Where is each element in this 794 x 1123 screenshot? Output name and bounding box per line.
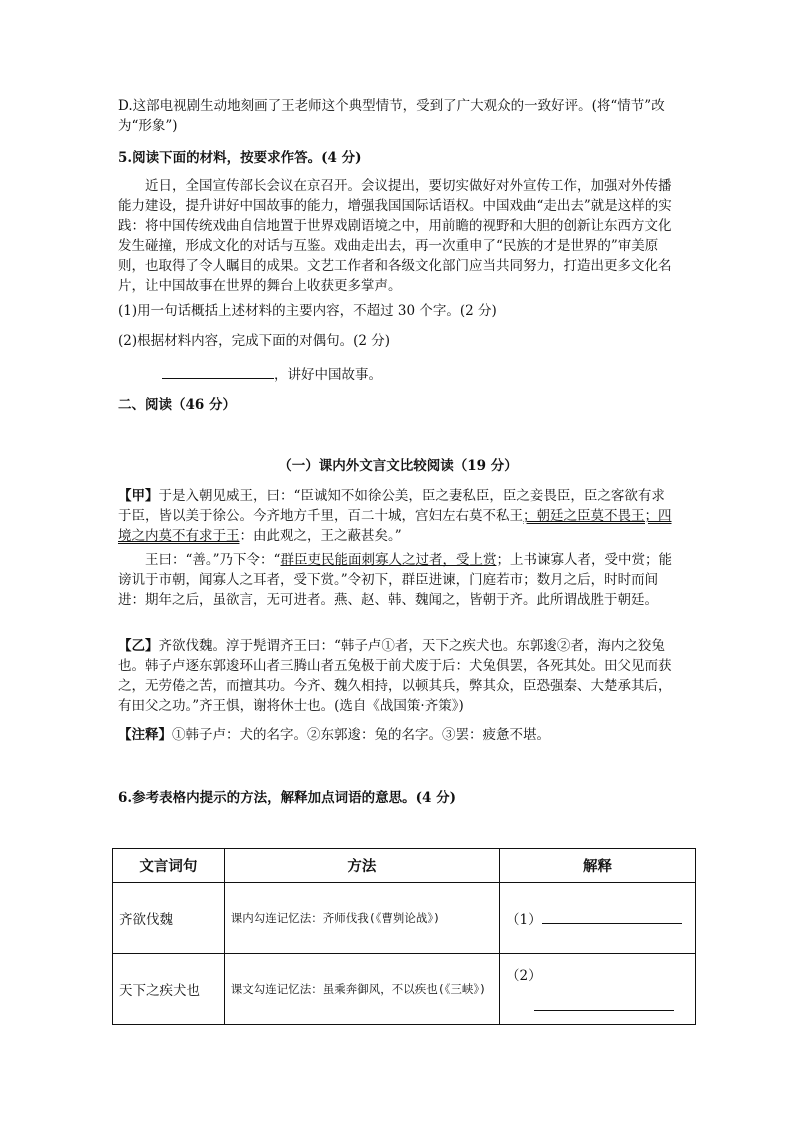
passage-yi: [118, 636, 678, 716]
row1-answer-label: （1）: [506, 912, 542, 928]
header-explanation: 解释: [500, 849, 696, 883]
part1-title: （一）课内外文言文比较阅读（19 分）: [278, 458, 518, 474]
yi-tag: 【乙】: [118, 638, 159, 654]
row2-phrase: 天下之疾犬也: [113, 954, 225, 1025]
section-2-title: 二、阅读（46 分）: [118, 397, 236, 413]
row2-method: 课文勾连记忆法：虽乘奔御风，不以疾也(《三峡》): [224, 954, 499, 1025]
jia-underlined-1: ；朝廷之臣莫不畏王；四境之内莫不有求于王: [118, 508, 672, 544]
jia-p1b: ：由此观之，王之蔽甚矣。”: [239, 528, 402, 544]
jia-p2a: 王曰：“善。”乃下令：“: [145, 552, 281, 568]
row1-phrase: 齐欲伐魏: [113, 883, 225, 954]
passage-jia-2: [118, 550, 678, 610]
passage-jia: [118, 486, 678, 546]
row2-answer-cell: [500, 954, 696, 1025]
q5-passage: 近日，全国宣传部长会议在京召开。会议提出，要切实做好对外宣传工作，加强对外传播能力建设，提升讲好中国故事的能力，增强我国国际话语权。中国戏曲“走出去”就是这样的实践：将中国传统戏曲自信地置于世界戏剧语境之中，用前瞻的视野和大胆的创新让东西方文化发生碰撞，形成文化的对话与互鉴。戏曲走出去，再一次重申了“民族的才是世界的”审美原则，也取得了令人瞩目的成果。文艺工作者和各级文化部门应当共同努力，打造出更多文化名片，让中国故事在世界的舞台上收获更多掌声。: [118, 178, 672, 294]
row1-answer-cell: [500, 883, 696, 954]
q6-title: 6.参考表格内提示的方法，解释加点词语的意思。(4 分): [118, 790, 456, 806]
row1-answer-blank[interactable]: [542, 909, 682, 924]
q5-title: 5.阅读下面的材料，按要求作答。(4 分): [118, 150, 362, 166]
couplet-blank[interactable]: [162, 364, 274, 379]
table-row: [113, 883, 696, 954]
couplet-line: [118, 364, 722, 385]
jia-p1a: 于是入朝见威王，曰：“臣诚知不如徐公美，臣之妻私臣，臣之妾畏臣，臣之客欲有求于臣，皆以美于徐公。今齐地方千里，百二十城，宫妇左右莫不私王: [118, 488, 665, 524]
q5-sub2: (2)根据材料内容，完成下面的对偶句。(2 分): [118, 333, 391, 349]
q5-sub1: (1)用一句话概括上述材料的主要内容，不超过 30 个字。(2 分): [118, 303, 497, 319]
q6-table: [112, 848, 696, 1025]
option-d: D.这部电视剧生动地刻画了王老师这个典型情节，受到了广大观众的一致好评。(将“情节”改为“形象”): [118, 98, 665, 134]
notes-text: ①韩子卢：犬的名字。②东郭逡：兔的名字。③罢：疲惫不堪。: [172, 727, 550, 743]
header-method: 方法: [224, 849, 499, 883]
row2-answer-blank[interactable]: [534, 996, 674, 1011]
table-row: [113, 954, 696, 1025]
row1-method: 课内勾连记忆法：齐师伐我(《曹刿论战》): [224, 883, 499, 954]
jia-tag: 【甲】: [118, 488, 159, 504]
yi-text: 齐欲伐魏。淳于髡谓齐王曰：“韩子卢①者，天下之疾犬也。东郭逡②者，海内之狡兔也。韩子卢逐东郭逡环山者三腾山者五兔极于前犬废于后：犬兔俱罢，各死其处。田父见而获之，无劳倦之苦，而擅其功。今齐、魏久相持，以顿其兵，弊其众，臣恐强秦、大楚承其后，有田父之功。”齐王惧，谢将休士也。(选自《战国策·齐策》): [118, 638, 672, 714]
jia-underlined-2: 群臣吏民能面刺寡人之过者，受上赏: [280, 552, 497, 568]
couplet-tail: ，讲好中国故事。: [274, 367, 382, 383]
notes-tag: 【注释】: [118, 727, 172, 743]
table-header-row: [113, 849, 696, 883]
notes: [118, 725, 678, 745]
header-phrase: 文言词句: [113, 849, 225, 883]
jia-p2b: ；上书谏寡人者，受中赏；能谤讥于市朝，闻寡人之耳者，受下赏。”令初下，群臣进谏，门庭若市；数月之后，时时而间进：期年之后，虽欲言，无可进者。燕、赵、韩、魏闻之，皆朝于齐。此所谓战胜于朝廷。: [118, 552, 672, 608]
row2-answer-label: （2）: [506, 967, 542, 984]
